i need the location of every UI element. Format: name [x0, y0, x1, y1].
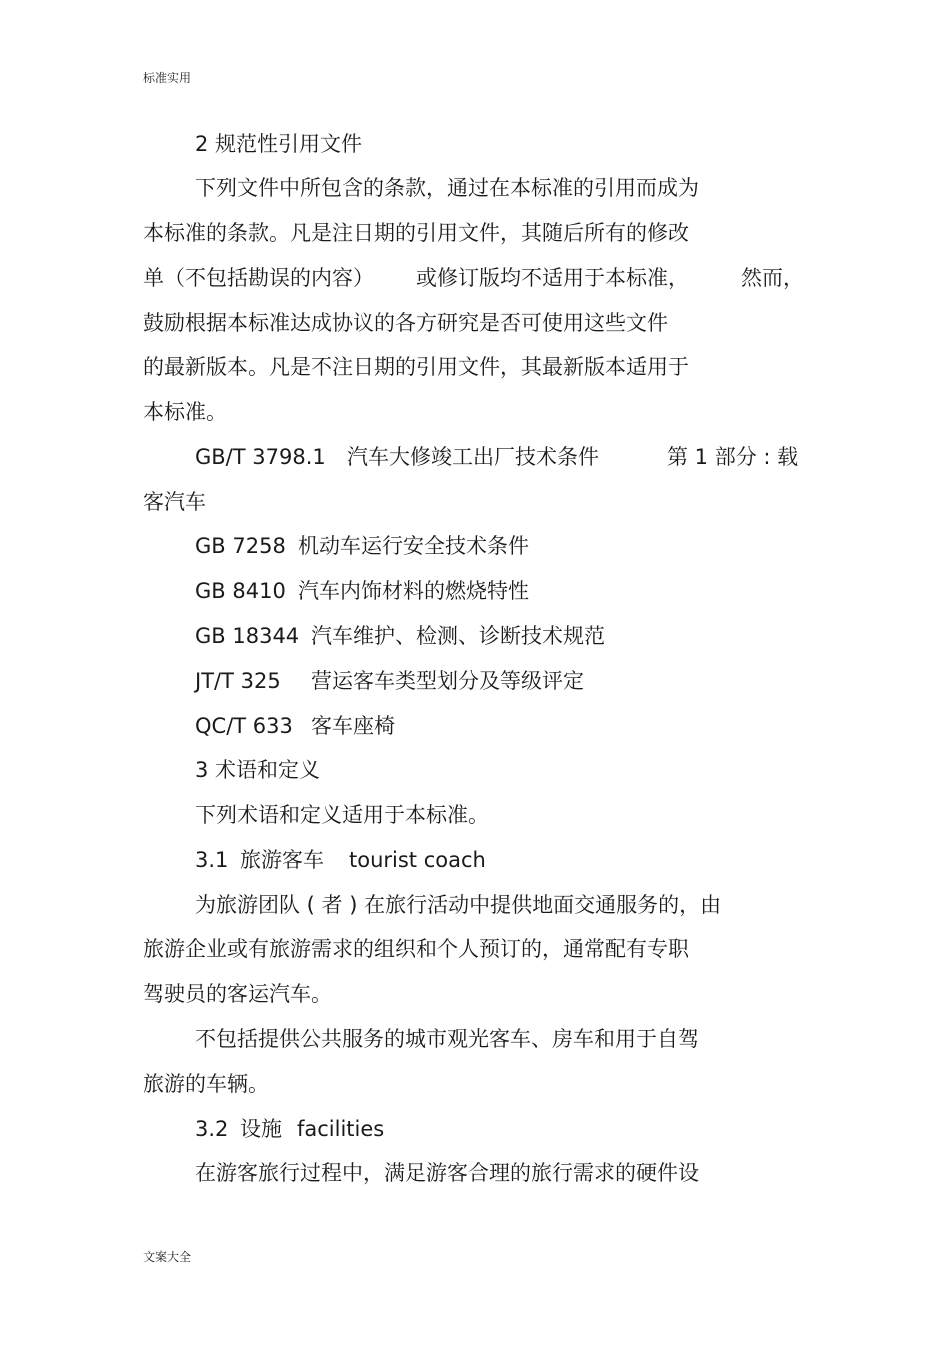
- paragraph-line: 鼓励根据本标准达成协议的各方研究是否可使用这些文件: [143, 311, 668, 335]
- reference-title: 客车座椅: [311, 714, 395, 738]
- reference-title: 机动车运行安全技术条件: [298, 534, 529, 558]
- reference-part: 第 1 部分 : 载: [667, 445, 799, 469]
- section-3-intro: 下列术语和定义适用于本标准。: [195, 803, 489, 827]
- paragraph-segment: 或修订版均不适用于本标准，: [416, 266, 689, 290]
- reference-code: GB 7258: [195, 534, 286, 558]
- definition-line: 为旅游团队 ( 者 ) 在旅行活动中提供地面交通服务的，由: [195, 893, 722, 917]
- reference-code: GB/T 3798.1: [195, 445, 326, 469]
- note-line: 旅游的车辆。: [143, 1072, 269, 1096]
- reference-title: 汽车内饰材料的燃烧特性: [298, 579, 529, 603]
- term-number: 3.1: [195, 848, 229, 872]
- reference-code: QC/T 633: [195, 714, 293, 738]
- term-number: 3.2: [195, 1117, 229, 1141]
- reference-continuation: 客汽车: [143, 490, 206, 514]
- reference-title: 汽车维护、检测、诊断技术规范: [311, 624, 605, 648]
- term-chinese: 设施: [240, 1117, 282, 1141]
- reference-title: 汽车大修竣工出厂技术条件: [347, 445, 599, 469]
- note-line: 不包括提供公共服务的城市观光客车、房车和用于自驾: [195, 1027, 699, 1051]
- term-english: tourist coach: [349, 848, 486, 872]
- paragraph-line: 本标准的条款。凡是注日期的引用文件，其随后所有的修改: [143, 221, 689, 245]
- paragraph-line: 下列文件中所包含的条款，通过在本标准的引用而成为: [195, 176, 699, 200]
- section-3-heading: 3 术语和定义: [195, 758, 321, 782]
- paragraph-segment: 然而，: [741, 266, 804, 290]
- page-header: 标准实用: [143, 71, 192, 85]
- page-footer: 文案大全: [143, 1250, 192, 1264]
- definition-line: 旅游企业或有旅游需求的组织和个人预订的，通常配有专职: [143, 937, 689, 961]
- definition-line: 在游客旅行过程中，满足游客合理的旅行需求的硬件设: [195, 1161, 699, 1185]
- section-2-heading: 2 规范性引用文件: [195, 132, 363, 156]
- reference-code: JT/T 325: [195, 669, 281, 693]
- term-english: facilities: [297, 1117, 385, 1141]
- reference-title: 营运客车类型划分及等级评定: [311, 669, 584, 693]
- paragraph-segment: 单（不包括勘误的内容）: [143, 266, 374, 290]
- term-chinese: 旅游客车: [240, 848, 324, 872]
- definition-line: 驾驶员的客运汽车。: [143, 982, 332, 1006]
- paragraph-line: 的最新版本。凡是不注日期的引用文件，其最新版本适用于: [143, 355, 689, 379]
- paragraph-line: 本标准。: [143, 400, 227, 424]
- reference-code: GB 18344: [195, 624, 300, 648]
- reference-code: GB 8410: [195, 579, 286, 603]
